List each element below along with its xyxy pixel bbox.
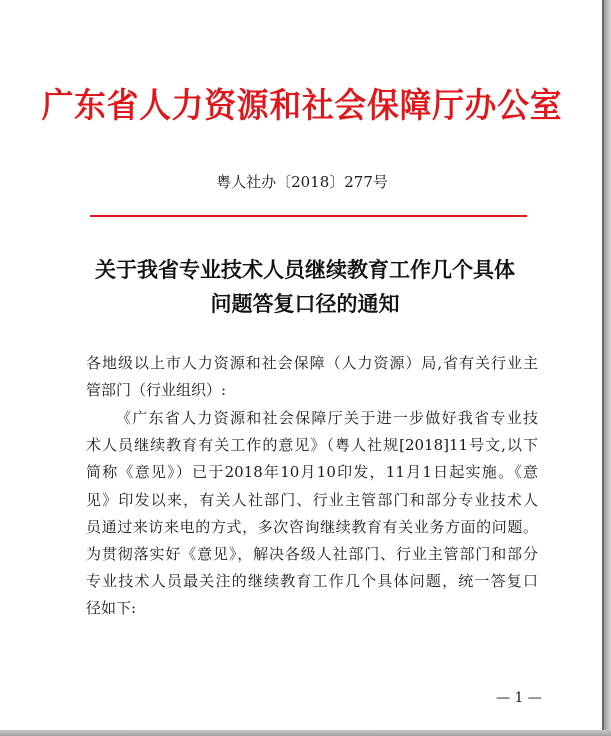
paragraph-line: 径如下:	[86, 599, 137, 618]
document-number: 粤人社办〔2018〕277号	[216, 173, 388, 191]
page-shadow-right	[604, 0, 611, 736]
salutation-line: 管部门（行业组织）:	[86, 381, 227, 400]
salutation-line: 各地级以上市人力资源和社会保障（人力资源）局,省有关行业主	[86, 354, 538, 372]
paragraph-line: 《广东省人力资源和社会保障厅关于进一步做好我省专业技	[116, 409, 538, 427]
page-shadow-bottom	[0, 730, 611, 736]
red-divider	[90, 215, 527, 217]
paragraph-line: 简称《意见》）已于2018年10月10印发，11月1日起实施。《意	[86, 463, 538, 482]
page-number: — 1 —	[496, 690, 542, 706]
title-line: 关于我省专业技术人员继续教育工作几个具体	[95, 257, 515, 282]
paragraph-line: 为贯彻落实好《意见》，解决各级人社部门、行业主管部门和部分	[86, 545, 538, 564]
salutation	[86, 350, 538, 404]
document-title	[70, 253, 540, 321]
paragraph-line: 员通过来访来电的方式，多次咨询继续教育有关业务方面的问题。	[86, 517, 538, 536]
paragraph-line: 专业技术人员最关注的继续教育工作几个具体问题，统一答复口	[86, 572, 538, 591]
body-paragraph	[86, 405, 538, 623]
paragraph-line: 术人员继续教育有关工作的意见》（粤人社规[2018]11号文,以下	[86, 436, 538, 455]
paragraph-line: 见》印发以来，有关人社部门、行业主管部门和部分专业技术人	[86, 490, 538, 509]
title-line: 问题答复口径的通知	[210, 291, 400, 316]
issuer-header: 广东省人力资源和社会保障厅办公室	[41, 86, 563, 126]
